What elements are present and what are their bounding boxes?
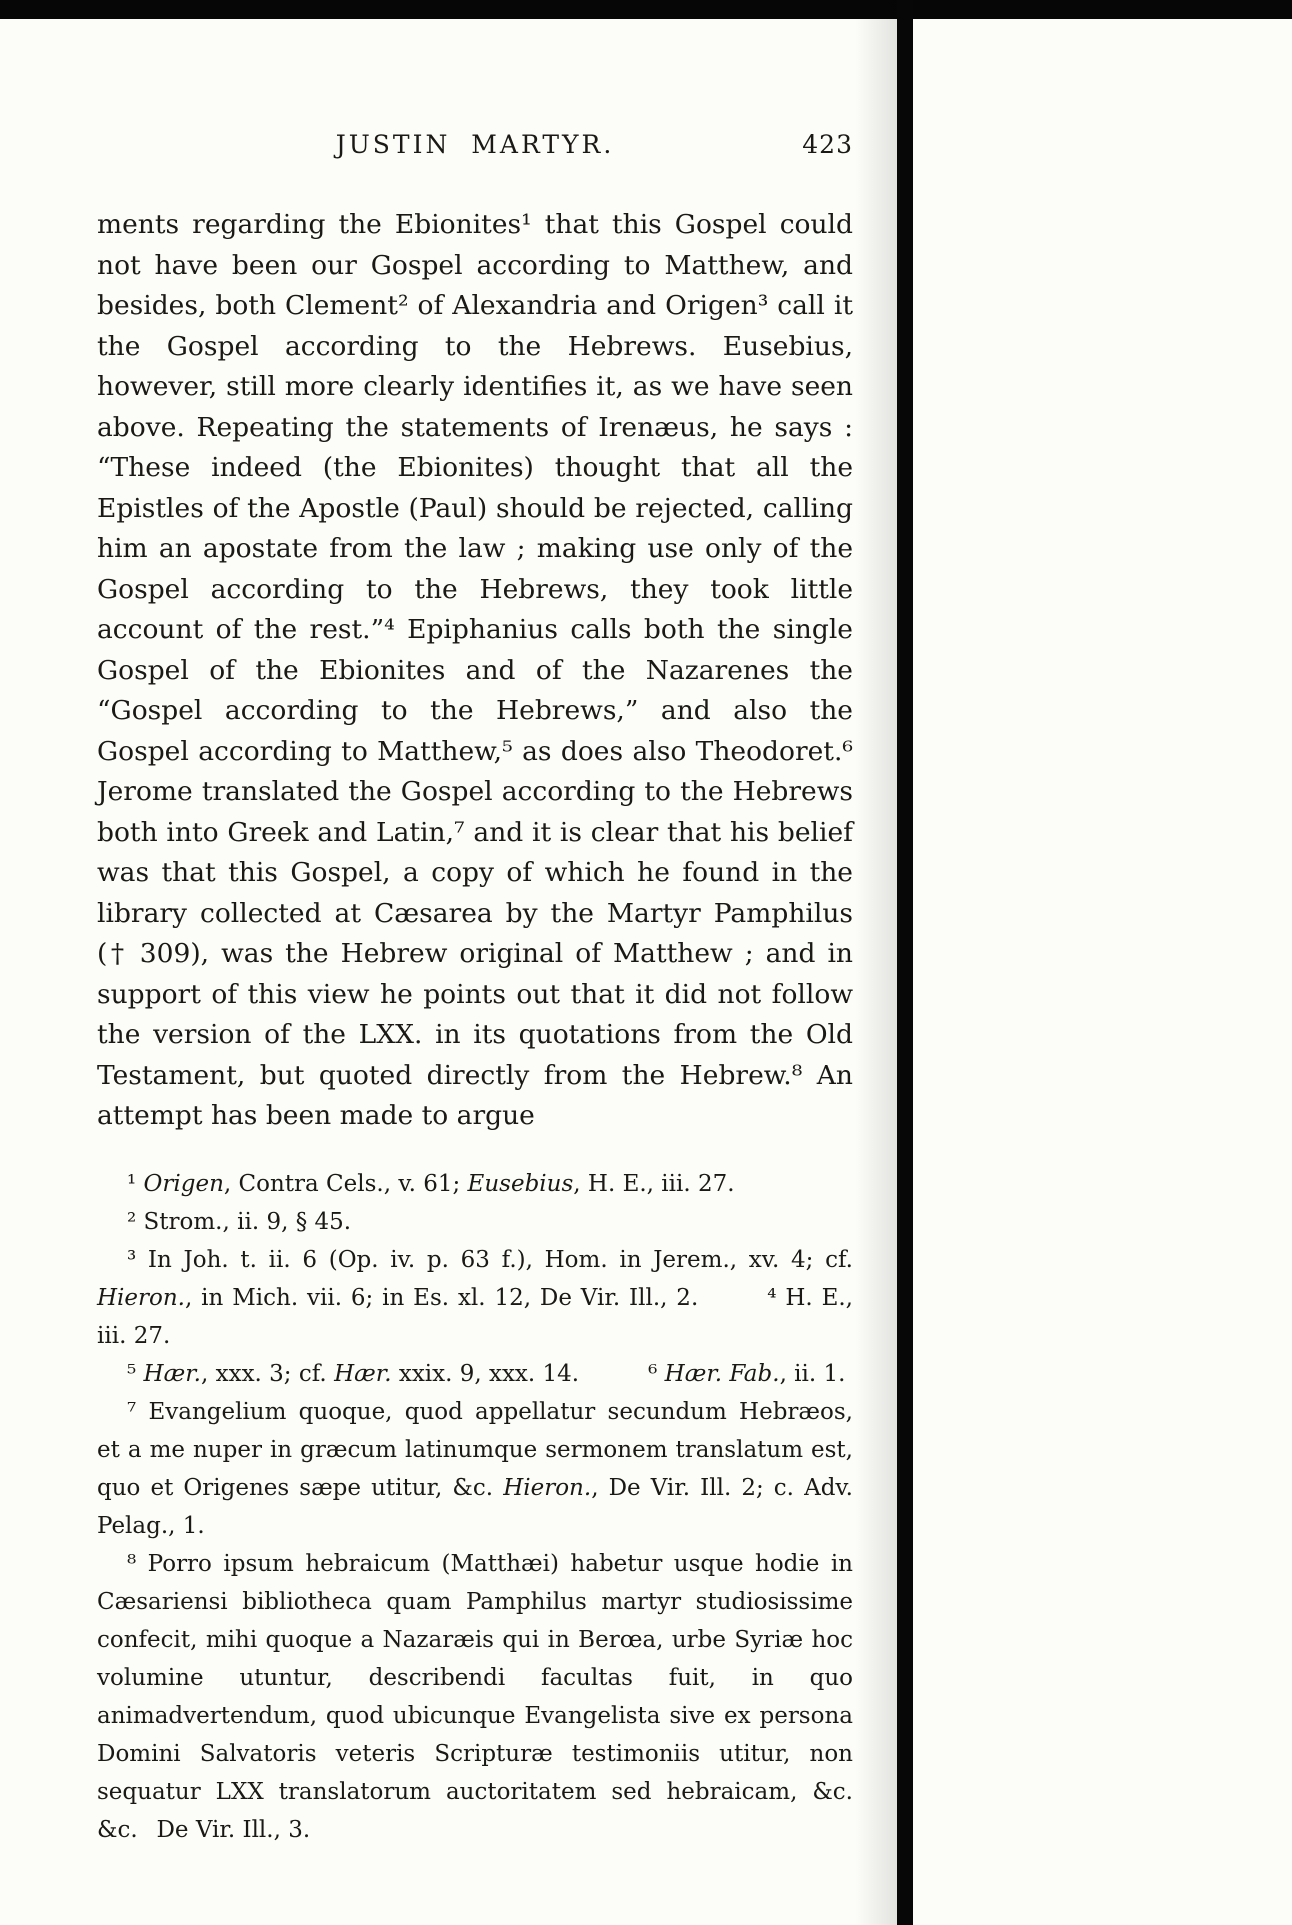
footnote: ³ In Joh. t. ii. 6 (Op. iv. p. 63 f.), Hom. in Jerem., xv. 4; cf. Hieron., in Mich. vii. 6; in Es. xl. 12, De Vir. Ill., 2. ⁴ H. E., iii. 27. xyxy=(97,1246,853,1349)
scan-artifact-spine-edge xyxy=(897,0,913,1925)
scan-artifact-top-edge xyxy=(0,0,1292,19)
footnote: ⁵ Hær., xxx. 3; cf. Hær. xxix. 9, xxx. 14. ⁶ Hær. Fab., ii. 1. xyxy=(127,1360,846,1387)
running-header xyxy=(97,130,853,159)
scan-gutter-shadow xyxy=(855,0,897,1925)
footnote: ² Strom., ii. 9, § 45. xyxy=(127,1208,352,1235)
page-content xyxy=(97,130,853,1849)
main-paragraph: ments regarding the Ebionites¹ that this Gospel could not have been our Gospel according to Matthew, and besides, both Clement² of Alexandria and Origen³ call it the Gospel according to the Hebrews. Eusebius, however, still more clearly identifies it, as we have seen above. Repeating the statements of Irenæus, he says : “These indeed (the Ebionites) thought that all the Epistles of the Apostle (Paul) should be rejected, calling him an apostate from the law ; making use only of the Gospel according to the Hebrews, they took little account of the rest.”⁴ Epiphanius calls both the single Gospel of the Ebionites and of the Nazarenes the “Gospel according to the Hebrews,” and also the Gospel according to Matthew,⁵ as does also Theodoret.⁶ Jerome translated the Gospel according to the Hebrews both into Greek and Latin,⁷ and it is clear that his belief was that this Gospel, a copy of which he found in the library collected at Cæsarea by the Martyr Pamphilus († 309), was the Hebrew original of Matthew ; and in support of this view he points out that it did not follow the version of the LXX. in its quotations from the Old Testament, but quoted directly from the Hebrew.⁸ An attempt has been made to argue xyxy=(97,209,853,1131)
page-title: JUSTIN MARTYR. xyxy=(335,130,615,159)
footnotes-block xyxy=(97,1165,853,1849)
footnote: ¹ Origen, Contra Cels., v. 61; Eusebius, H. E., iii. 27. xyxy=(127,1170,735,1197)
footnote: ⁸ Porro ipsum hebraicum (Matthæi) habetur usque hodie in Cæsariensi bibliotheca quam Pamphilus martyr studiosissime confecit, mihi quoque a Nazaræis qui in Berœa, urbe Syriæ hoc volumine utuntur, describendi facultas fuit, in quo animadvertendum, quod ubicunque Evangelista sive ex persona Domini Salvatoris veteris Scripturæ testimoniis utitur, non sequatur LXX translatorum auctoritatem sed hebraicam, &c. &c. De Vir. Ill., 3. xyxy=(97,1550,853,1843)
footnote: ⁷ Evangelium quoque, quod appellatur secundum Hebræos, et a me nuper in græcum latinumque sermonem translatum est, quo et Origenes sæpe utitur, &c. Hieron., De Vir. Ill. 2; c. Adv. Pelag., 1. xyxy=(97,1398,853,1539)
page-number: 423 xyxy=(802,130,853,159)
